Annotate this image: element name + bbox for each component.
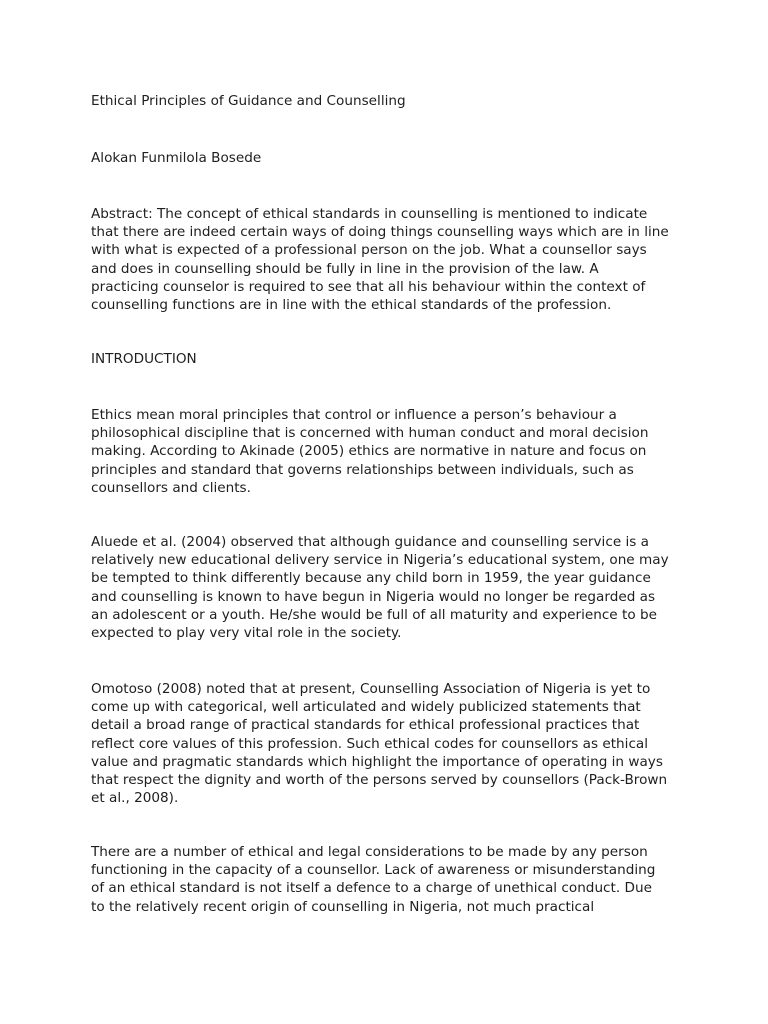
body-paragraph-3 <box>91 680 691 807</box>
paragraph-line: that respect the dignity and worth of the persons served by counsellors (Pack-Brown <box>91 772 668 789</box>
paragraph-line: relatively new educational delivery service in Nigeria’s educational system, one may <box>91 552 669 569</box>
paragraph-line: detail a broad range of practical standards for ethical professional practices that <box>91 717 640 734</box>
paragraph-line: reflect core values of this profession. Such ethical codes for counsellors as ethical <box>91 735 649 752</box>
paragraph-line: There are a number of ethical and legal considerations to be made by any person <box>91 844 648 860</box>
paragraph-line: counsellors and clients. <box>91 479 251 496</box>
abstract-line: with what is expected of a professional person on the job. What a counsellor says <box>91 242 647 259</box>
body-paragraph-1 <box>91 406 691 497</box>
section-heading: INTRODUCTION <box>91 351 197 367</box>
paragraph-line: principles and standard that governs relationships between individuals, such as <box>91 461 634 478</box>
paragraph-line: an adolescent or a youth. He/she would be full of all maturity and experience to be <box>91 606 657 623</box>
abstract-paragraph <box>91 205 691 314</box>
paragraph-line: come up with categorical, well articulated and widely publicized statements that <box>91 699 641 716</box>
paragraph-line: be tempted to think differently because any child born in 1959, the year guidance <box>91 570 651 587</box>
paragraph-line: of an ethical standard is not itself a defence to a charge of unethical conduct. Due <box>91 880 652 897</box>
paragraph-line: functioning in the capacity of a counsellor. Lack of awareness or misunderstanding <box>91 862 656 879</box>
body-paragraph-2 <box>91 533 691 642</box>
abstract-line: Abstract: The concept of ethical standards in counselling is mentioned to indicate <box>91 206 648 222</box>
abstract-line: that there are indeed certain ways of doing things counselling ways which are in line <box>91 224 669 241</box>
abstract-line: counselling functions are in line with the ethical standards of the profession. <box>91 297 612 314</box>
paragraph-line: Aluede et al. (2004) observed that although guidance and counselling service is a <box>91 534 650 550</box>
paragraph-line: Omotoso (2008) noted that at present, Counselling Association of Nigeria is yet to <box>91 681 651 697</box>
paragraph-line: value and pragmatic standards which highlight the importance of operating in ways <box>91 753 663 770</box>
abstract-line: and does in counselling should be fully in line in the provision of the law. A <box>91 260 599 277</box>
paragraph-line: to the relatively recent origin of counselling in Nigeria, not much practical <box>91 898 595 915</box>
paragraph-line: expected to play very vital role in the society. <box>91 625 402 642</box>
paragraph-line: Ethics mean moral principles that control or influence a person’s behaviour a <box>91 407 617 423</box>
body-paragraph-4 <box>91 843 691 916</box>
document-title: Ethical Principles of Guidance and Counselling <box>91 93 406 109</box>
paragraph-line: et al., 2008). <box>91 790 179 807</box>
abstract-line: practicing counselor is required to see that all his behaviour within the context of <box>91 278 646 295</box>
document-author: Alokan Funmilola Bosede <box>91 150 262 166</box>
paragraph-line: philosophical discipline that is concerned with human conduct and moral decision <box>91 425 649 442</box>
paragraph-line: making. According to Akinade (2005) ethics are normative in nature and focus on <box>91 443 647 460</box>
paragraph-line: and counselling is known to have begun in Nigeria would no longer be regarded as <box>91 588 656 605</box>
